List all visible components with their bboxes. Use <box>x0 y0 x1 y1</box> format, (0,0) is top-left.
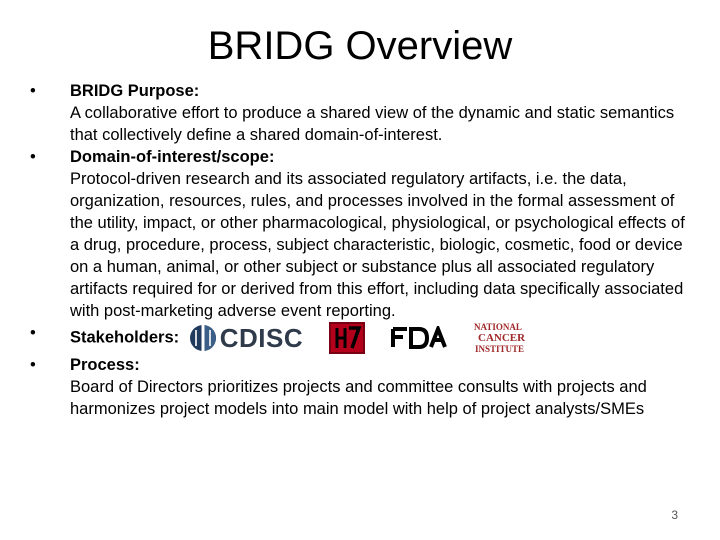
cdisc-logo <box>190 323 303 353</box>
bullet-heading: BRIDG Purpose: <box>70 82 200 100</box>
bullet-body: Protocol-driven research and its associated regulatory artifacts, i.e. the data, organization, resources, rules, and processes involved in the formal assessment of the utility, impact, or other pharmacological, physiological, or psychological effects of a drug, procedure, process, subject characteristic, biologic, cosmetic, food or device on a human, animal, or other subject or substance plus all associated regulatory artifacts required for or derived from this effort, including data specifically associated with post-marketing adverse event reporting. <box>70 170 685 320</box>
fda-logo-icon <box>391 326 447 350</box>
bullet-scope <box>26 146 696 322</box>
hl7-logo-icon <box>329 322 365 354</box>
svg-text:CANCER: CANCER <box>478 332 526 344</box>
fda-logo <box>391 326 447 350</box>
bullet-process <box>26 354 696 420</box>
bullet-marker: • <box>30 148 36 166</box>
cdisc-wordmark: CDISC <box>219 323 304 353</box>
stakeholder-logos <box>190 322 557 354</box>
bullet-heading: Stakeholders: <box>70 328 180 347</box>
svg-text:INSTITUTE: INSTITUTE <box>475 344 525 354</box>
nci-logo <box>473 321 531 355</box>
svg-text:NATIONAL: NATIONAL <box>474 322 522 332</box>
bullet-body: Board of Directors prioritizes projects and committee consults with projects and harmonizes project models into main model with help of project analysts/SMEs <box>70 378 647 418</box>
page-number: 3 <box>671 508 678 522</box>
bullet-marker: • <box>30 356 36 374</box>
bullet-heading: Domain-of-interest/scope: <box>70 148 275 166</box>
bullet-stakeholders <box>26 322 696 354</box>
nci-logo-icon <box>473 321 531 355</box>
bullet-marker: • <box>30 82 36 100</box>
bullet-list <box>26 80 696 420</box>
bullet-marker: • <box>30 324 36 342</box>
bullet-body: A collaborative effort to produce a shared view of the dynamic and static semantics that collectively define a shared domain-of-interest. <box>70 104 675 144</box>
bullet-heading: Process: <box>70 356 140 374</box>
hl7-logo <box>329 322 365 354</box>
bullet-purpose <box>26 80 696 146</box>
cdisc-emblem-icon <box>190 323 216 353</box>
page-title: BRIDG Overview <box>207 24 513 68</box>
